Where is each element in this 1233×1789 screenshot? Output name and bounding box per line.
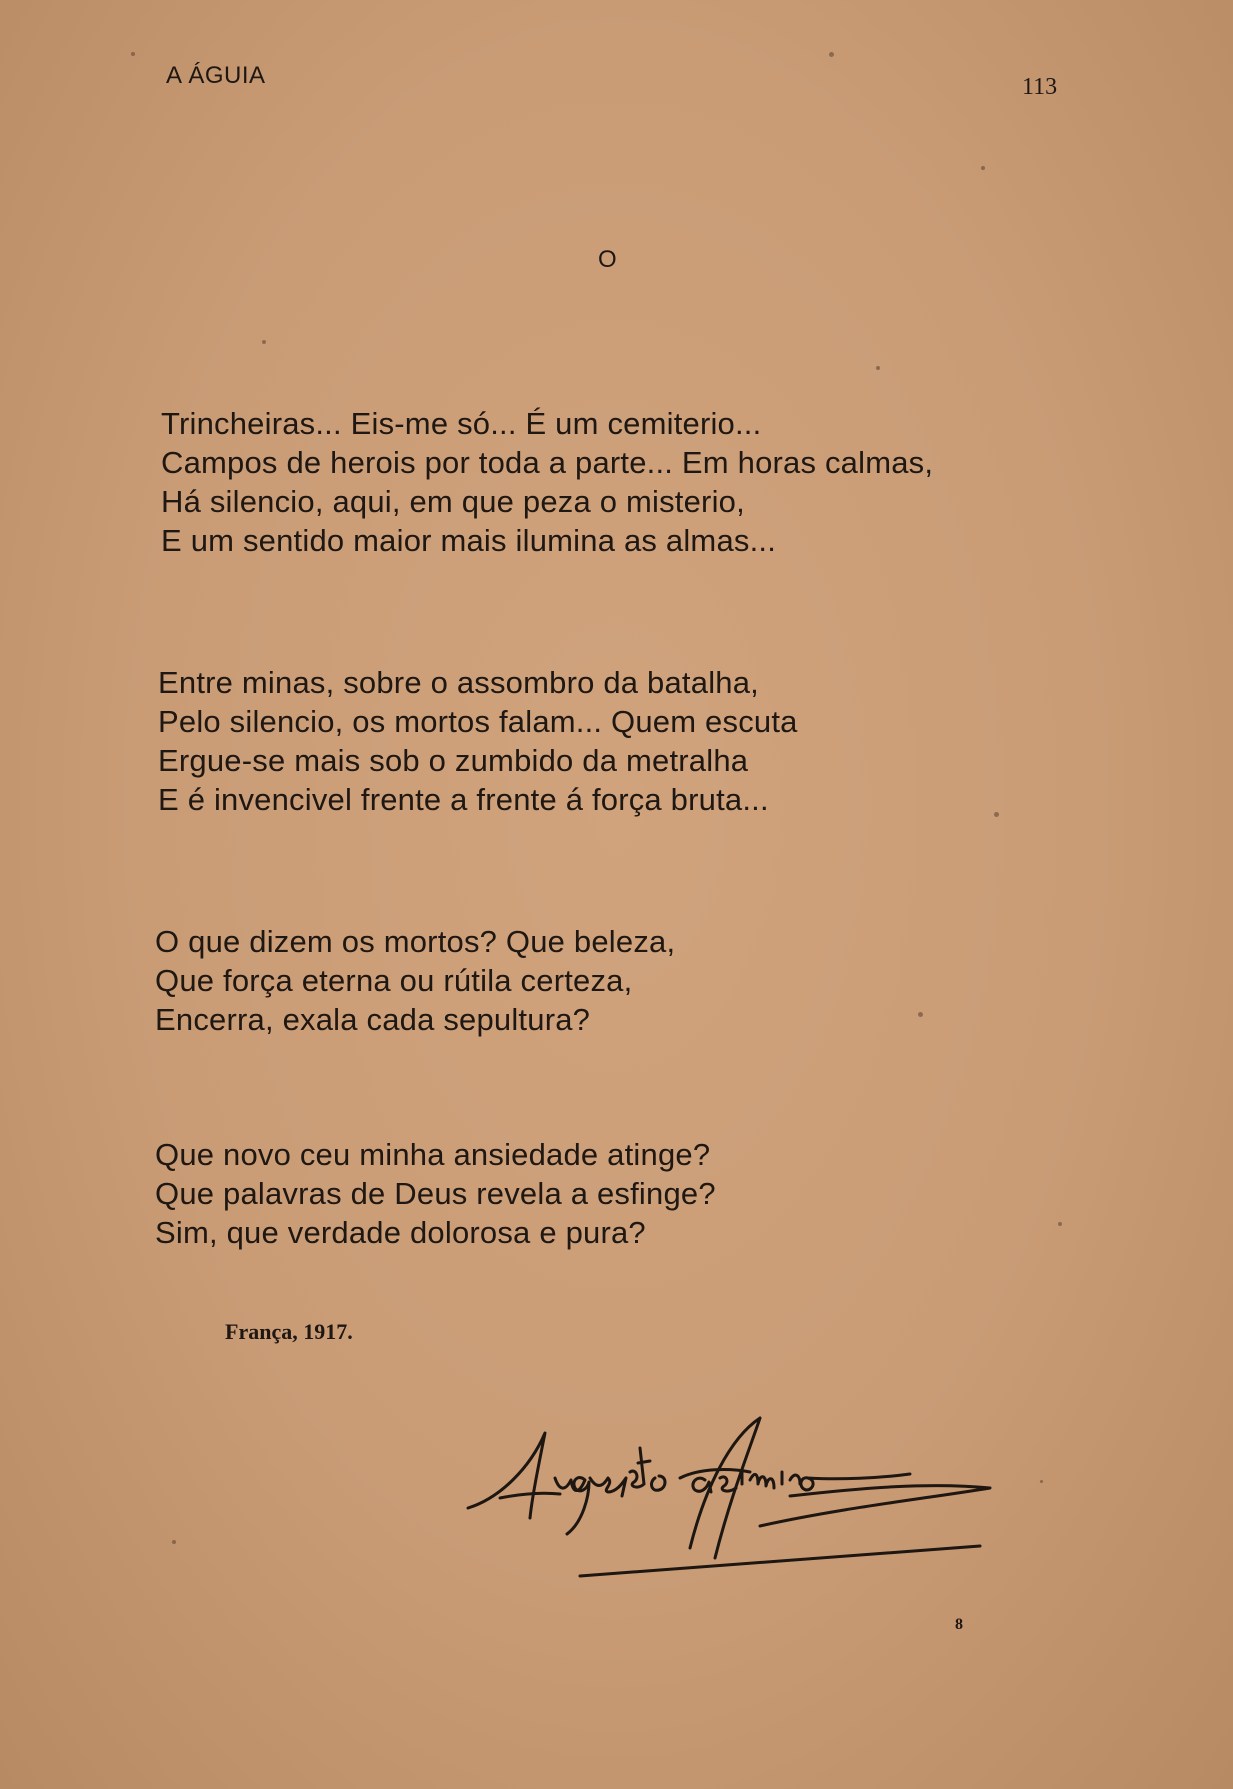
paper-speck (1040, 1480, 1043, 1483)
stanza-4 (155, 1135, 716, 1252)
poem-line: Sim, que verdade dolorosa e pura? (155, 1215, 646, 1250)
stanza-1 (161, 404, 933, 560)
handwritten-signature (460, 1408, 1040, 1588)
paper-speck (1058, 1222, 1062, 1226)
paper-speck (876, 366, 880, 370)
poem-line: Trincheiras... Eis-me só... É um cemiterio... (161, 406, 762, 441)
paper-speck (131, 52, 135, 56)
sheet-signature-number: 8 (955, 1616, 963, 1633)
paper-speck (918, 1012, 923, 1017)
poem-line: Encerra, exala cada sepultura? (155, 1002, 591, 1037)
stanza-2 (158, 663, 798, 819)
poem-line: Que palavras de Deus revela a esfinge? (155, 1176, 716, 1211)
poem-line: Entre minas, sobre o assombro da batalha, (158, 665, 759, 700)
poem-line: Campos de herois por toda a parte... Em horas calmas, (161, 445, 934, 480)
poem-line: Pelo silencio, os mortos falam... Quem escuta (158, 704, 798, 739)
poem-line: Que força eterna ou rútila certeza, (155, 963, 633, 998)
poem-line: O que dizem os mortos? Que beleza, (155, 924, 676, 959)
stanza-3 (155, 922, 675, 1039)
place-date: França, 1917. (225, 1319, 353, 1344)
paper-speck (981, 166, 985, 170)
paper-speck (172, 1540, 176, 1544)
poem-line: Há silencio, aqui, em que peza o misterio, (161, 484, 745, 519)
poem-line: E é invencivel frente a frente á força bruta... (158, 782, 769, 817)
page-number: 113 (1022, 74, 1058, 100)
poem-line: Que novo ceu minha ansiedade atinge? (155, 1137, 711, 1172)
paper-speck (994, 812, 999, 817)
poem-line: Ergue-se mais sob o zumbido da metralha (158, 743, 749, 778)
paper-speck (262, 340, 266, 344)
running-head-title: A ÁGUIA (166, 62, 266, 89)
paper-speck (829, 52, 834, 57)
poem-title: O (598, 246, 617, 273)
poem-line: E um sentido maior mais ilumina as almas... (161, 523, 777, 558)
